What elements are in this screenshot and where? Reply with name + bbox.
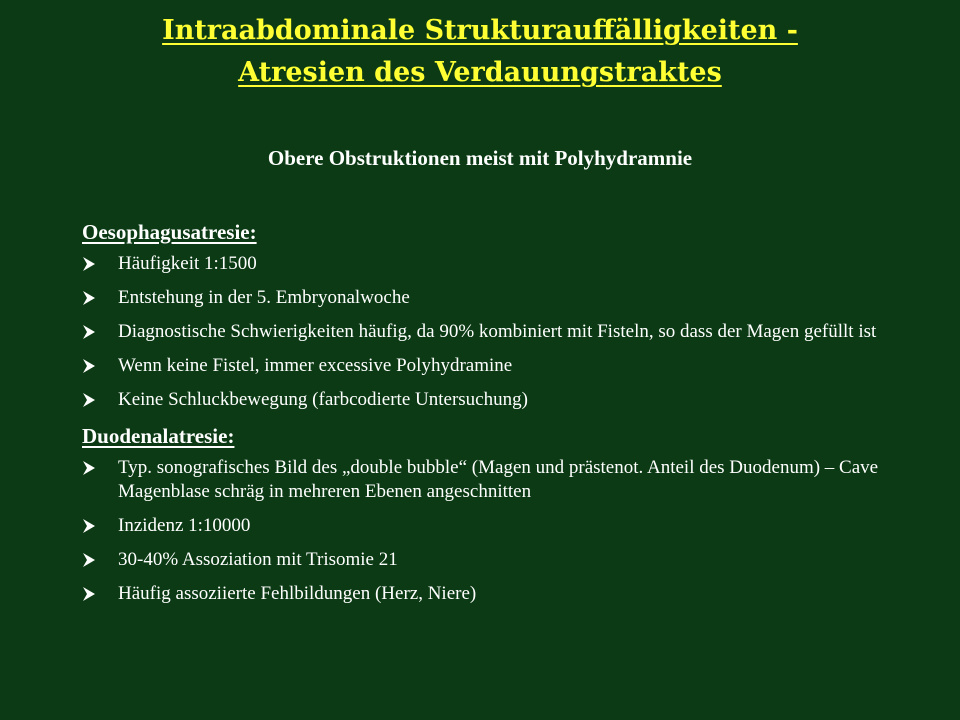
list-item	[82, 320, 902, 344]
list-item	[82, 354, 902, 378]
arrow-bullet-icon	[82, 514, 102, 538]
list-item	[82, 548, 902, 572]
list-item	[82, 582, 902, 606]
slide-content	[82, 218, 902, 616]
list-item	[82, 514, 902, 538]
section-heading-duodenalatresie: Duodenalatresie:	[82, 424, 235, 448]
arrow-bullet-icon	[82, 252, 102, 276]
bullet-list-duodenalatresie	[82, 456, 902, 606]
arrow-bullet-icon	[82, 548, 102, 572]
list-item-text: Typ. sonografisches Bild des „double bubble“ (Magen und prästenot. Anteil des Duodenum) – Cave Magenblase schräg in mehreren Ebenen angeschnitten	[118, 457, 879, 502]
list-item	[82, 252, 902, 276]
title-line-1: Intraabdominale Strukturauffälligkeiten -	[162, 15, 798, 46]
bullet-list-oesophagusatresie	[82, 252, 902, 412]
list-item	[82, 456, 902, 504]
arrow-bullet-icon	[82, 456, 102, 480]
list-item-text: Keine Schluckbewegung (farbcodierte Untersuchung)	[118, 389, 528, 410]
arrow-bullet-icon	[82, 286, 102, 310]
list-item-text: 30-40% Assoziation mit Trisomie 21	[118, 549, 398, 570]
list-item	[82, 286, 902, 310]
list-item-text: Häufig assoziierte Fehlbildungen (Herz, Niere)	[118, 583, 477, 604]
list-item-text: Inzidenz 1:10000	[118, 515, 251, 536]
arrow-bullet-icon	[82, 582, 102, 606]
list-item	[82, 388, 902, 412]
title-line-2: Atresien des Verdauungstraktes	[238, 57, 722, 88]
arrow-bullet-icon	[82, 354, 102, 378]
list-item-text: Entstehung in der 5. Embryonalwoche	[118, 287, 410, 308]
arrow-bullet-icon	[82, 320, 102, 344]
list-item-text: Häufigkeit 1:1500	[118, 253, 257, 274]
section-heading-oesophagusatresie: Oesophagusatresie:	[82, 220, 257, 244]
slide-subtitle: Obere Obstruktionen meist mit Polyhydramnie	[267, 146, 693, 170]
list-item-text: Wenn keine Fistel, immer excessive Polyhydramine	[118, 355, 513, 376]
list-item-text: Diagnostische Schwierigkeiten häufig, da 90% kombiniert mit Fisteln, so dass der Magen gefüllt ist	[118, 321, 877, 342]
slide-title	[60, 10, 900, 94]
arrow-bullet-icon	[82, 388, 102, 412]
